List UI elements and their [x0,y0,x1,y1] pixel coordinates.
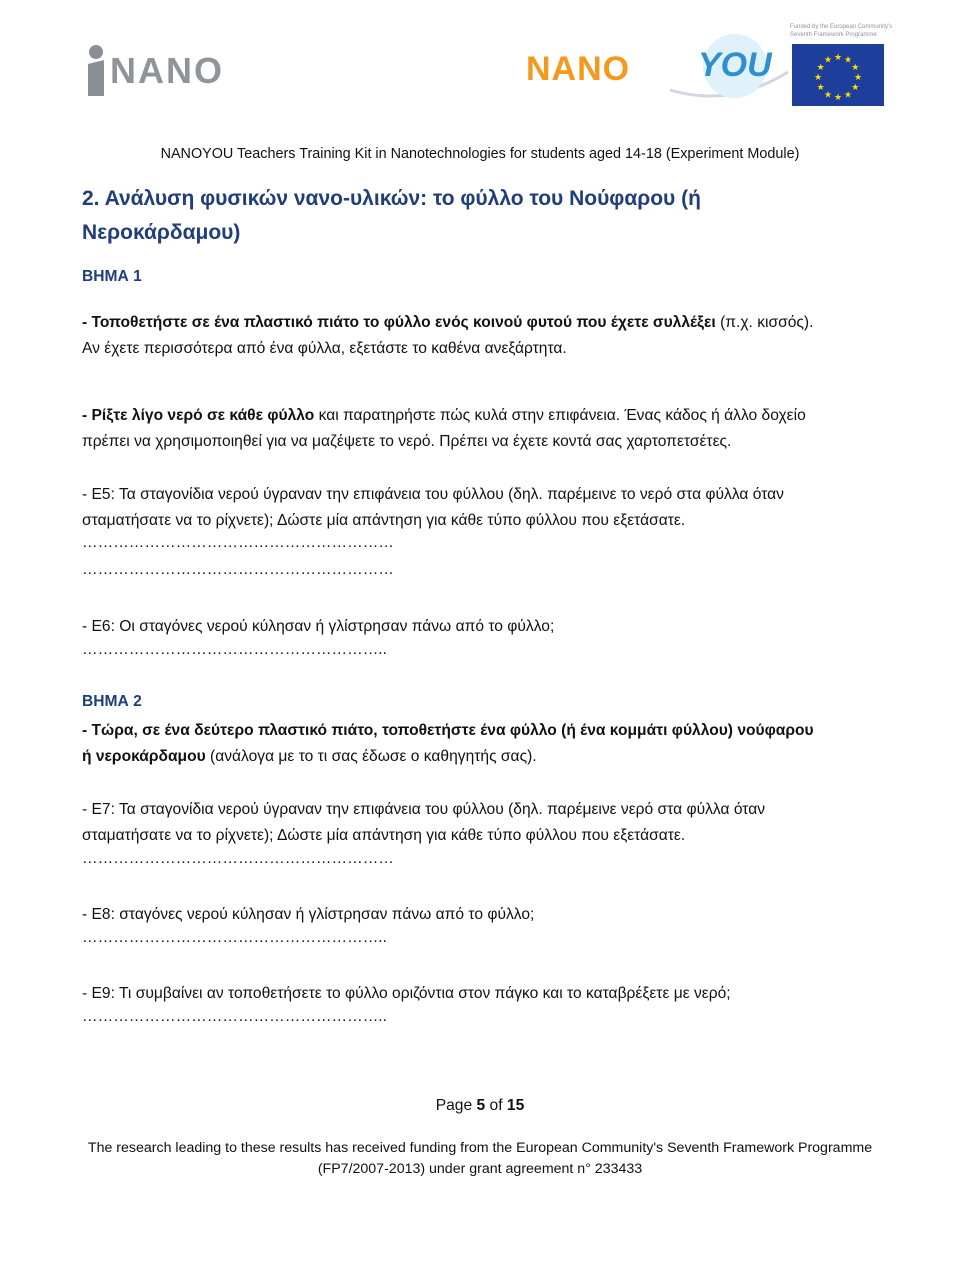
answer-e5-line1[interactable]: …………………………………………………… [82,534,394,551]
nanoyou-logo-you: YOU [698,46,772,84]
svg-text:★: ★ [816,63,825,73]
eu-caption-line2: Seventh Framework Programme [790,32,877,38]
eu-caption-line1: Funded by the European Community's [790,24,893,30]
svg-text:★: ★ [843,90,853,101]
inano-logo-wordmark: NANO [110,50,224,91]
nanoyou-logo [520,32,790,112]
svg-text:★: ★ [833,53,843,63]
step1-instruction-2-line2: πρέπει να χρησιμοποιηθεί για να μαζέψετε το νερό. Πρέπει να έχετε κοντά σας χαρτοπετσέτες. [82,433,732,450]
question-e7-line1: - Ε7: Τα σταγονίδια νερού ύγραναν την επιφάνεια του φύλλου (δηλ. παρέμεινε νερό στα φύλλα όταν [82,801,766,818]
nanoyou-logo-nano: NANO [526,50,631,88]
inano-logo [84,42,244,100]
answer-e6[interactable]: ………………………………………………….. [82,641,387,658]
svg-text:★: ★ [816,83,825,93]
step1-instruction-2 [82,403,882,429]
funding-line2: (FP7/2007-2013) under grant agreement n° 233433 [317,1161,643,1177]
step1-instruction-1-line2: Αν έχετε περισσότερα από ένα φύλλα, εξετάστε το καθένα ανεξάρτητα. [82,340,567,357]
step1-label: ΒΗΜΑ 1 [82,268,142,285]
svg-text:★: ★ [823,55,833,66]
step1-instruction-1 [82,310,882,336]
step1-instruction-2-rest: και παρατηρήστε πώς κυλά στην επιφάνεια. Ένας κάδος ή άλλο δοχείο [314,407,806,424]
page-of: of [489,1097,503,1114]
answer-e7[interactable]: …………………………………………………… [82,850,394,867]
question-e5-line1: - Ε5: Τα σταγονίδια νερού ύγραναν την επιφάνεια του φύλλου (δηλ. παρέμεινε το νερό στα φύλλα όταν [82,486,784,503]
answer-e8[interactable]: ………………………………………………….. [82,929,387,946]
step2-label: ΒΗΜΑ 2 [82,693,142,710]
step2-instruction-line2 [82,744,882,770]
section-title-line2: Νεροκάρδαμου) [82,221,241,244]
page-current: 5 [476,1097,486,1114]
section-title-line1: 2. Ανάλυση φυσικών νανο-υλικών: το φύλλο του Νούφαρου (ή [82,187,701,210]
answer-e5-line2[interactable]: …………………………………………………… [82,561,394,578]
svg-text:★: ★ [823,90,833,101]
answer-e9[interactable]: ………………………………………………….. [82,1008,387,1025]
question-e6: - Ε6: Οι σταγόνες νερού κύλησαν ή γλίστρησαν πάνω από το φύλλο; [82,618,555,635]
svg-text:★: ★ [833,93,843,103]
step2-instruction-line2-bold: ή νεροκάρδαμου [82,748,206,765]
svg-text:★: ★ [843,55,853,66]
svg-text:★: ★ [851,63,860,73]
svg-text:★: ★ [851,83,860,93]
question-e9: - Ε9: Τι συμβαίνει αν τοποθετήσετε το φύλλο οριζόντια στον πάγκο και το καταβρέξετε με νερό; [82,985,731,1002]
step1-instruction-1-rest: (π.χ. κισσός). [715,314,814,331]
page-word: Page [435,1097,473,1114]
step2-instruction-line1: - Τώρα, σε ένα δεύτερο πλαστικό πιάτο, τοποθετήστε ένα φύλλο (ή ένα κομμάτι φύλλου) νούφαρου [82,722,814,739]
step1-instruction-1-bold: - Τοποθετήστε σε ένα πλαστικό πιάτο το φύλλο ενός κοινού φυτού που έχετε συλλέξει [82,314,716,331]
page-number [0,1097,960,1115]
running-title: NANOYOU Teachers Training Kit in Nanotechnologies for students aged 14-18 (Experiment Module) [160,146,800,162]
question-e5-line2: σταματήσατε να το ρίχνετε); Δώστε μία απάντηση για κάθε τύπο φύλλου που εξετάσατε. [82,512,686,529]
svg-text:★: ★ [813,73,823,83]
page-total: 15 [506,1097,525,1114]
svg-text:★: ★ [853,73,863,83]
step1-instruction-2-bold: - Ρίξτε λίγο νερό σε κάθε φύλλο [82,407,315,424]
question-e7-line2: σταματήσατε να το ρίχνετε); Δώστε μία απάντηση για κάθε τύπο φύλλου που εξετάσατε. [82,827,686,844]
step2-instruction-line2-rest: (ανάλογα με το τι σας έδωσε ο καθηγητής σας). [205,748,537,765]
funding-line1: The research leading to these results has received funding from the European Community's Seventh Framework Programme [87,1140,873,1156]
eu-funding-badge [788,24,893,114]
eu-flag-icon [792,44,884,106]
question-e8: - Ε8: σταγόνες νερού κύλησαν ή γλίστρησαν πάνω από το φύλλο; [82,906,535,923]
